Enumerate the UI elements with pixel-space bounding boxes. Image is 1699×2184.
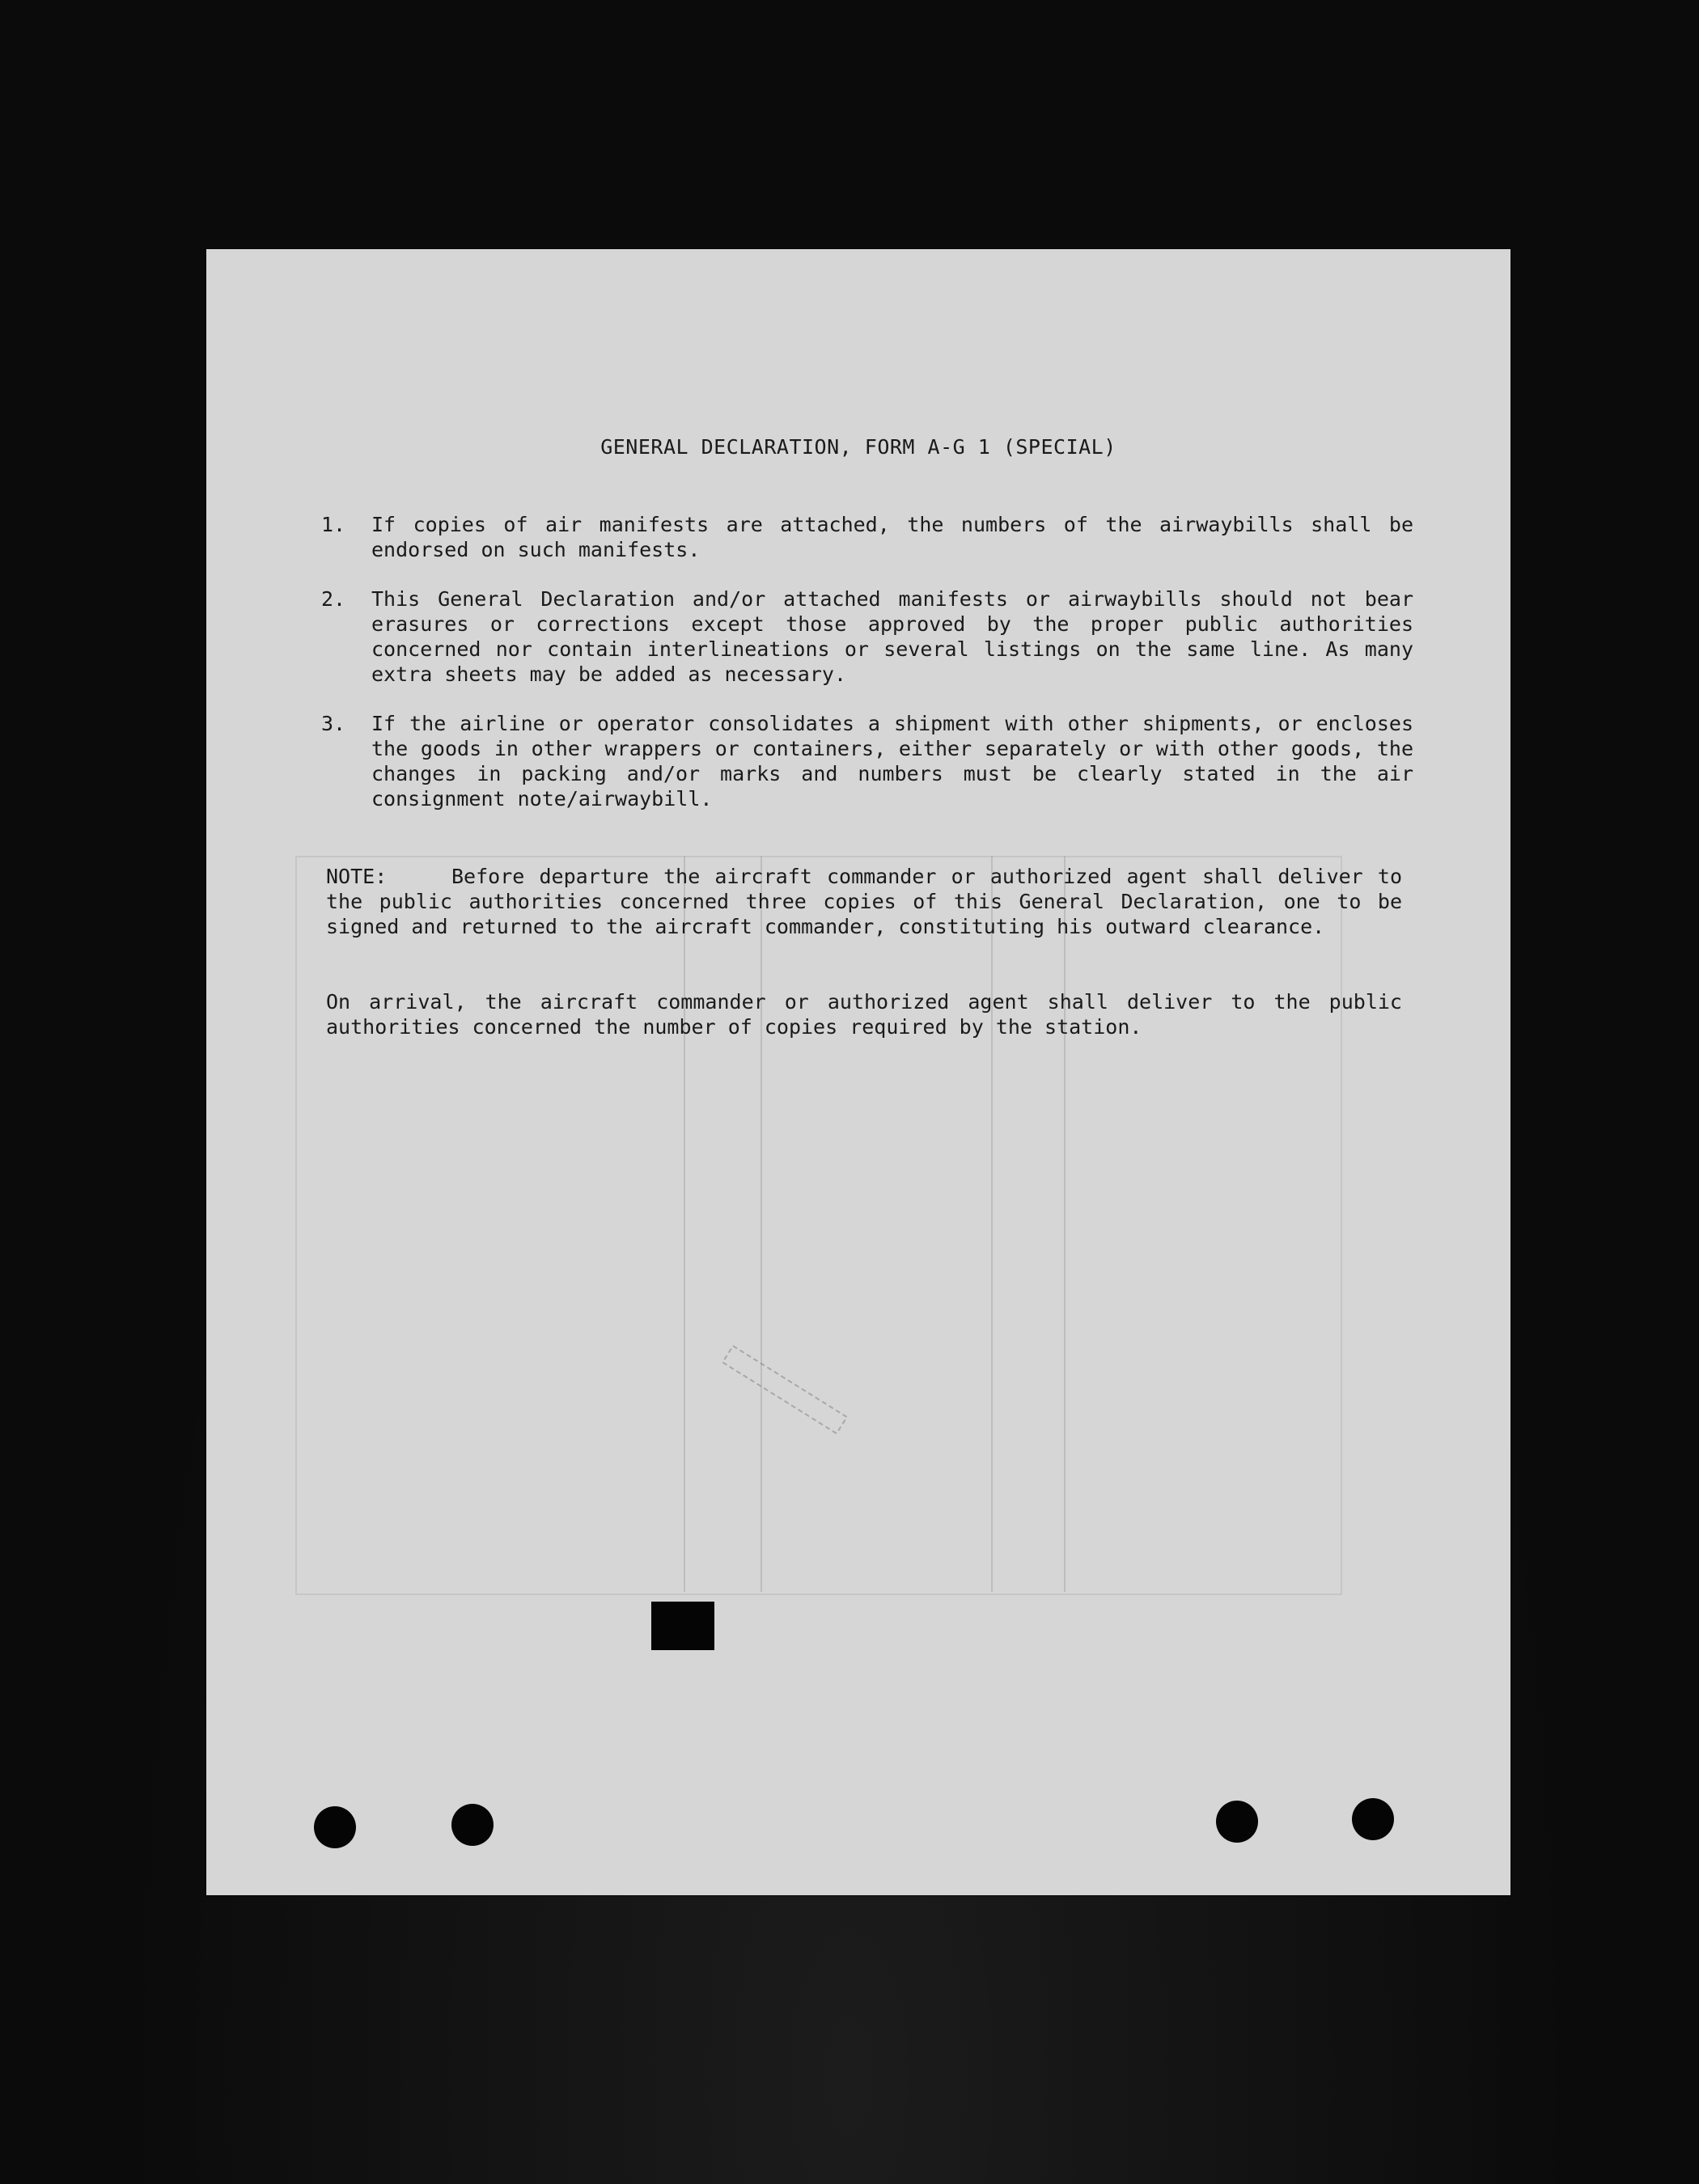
instruction-text: If the airline or operator consolidates a shipment with other shipments, or encloses the goods in other wrappers or containers, either separately or with other goods, the changes in packing and/or marks and numbers must be clearly stated in the air consignment note/airwaybill. — [371, 712, 1413, 811]
arrival-paragraph: On arrival, the aircraft commander or authorized agent shall deliver to the public authorities concerned the number of copies required by the station. — [326, 990, 1402, 1039]
note-paragraph — [326, 864, 1402, 939]
instruction-item — [321, 586, 1413, 687]
binding-tab — [651, 1602, 714, 1650]
note-text: Before departure the aircraft commander or authorized agent shall deliver to the public authorities concerned three copies of this General Declaration, one to be signed and returned to the aircraft commander, constituting his outward clearance. — [326, 865, 1402, 938]
bleed-through-line — [761, 856, 762, 1592]
instruction-number: 2. — [321, 587, 346, 611]
bleed-through-box — [295, 856, 1342, 1595]
punch-hole — [1352, 1798, 1394, 1840]
instruction-item — [321, 711, 1413, 811]
instruction-text: If copies of air manifests are attached, the numbers of the airwaybills shall be endorsed on such manifests. — [371, 513, 1413, 561]
document-page — [206, 249, 1510, 1895]
bleed-through-line — [991, 856, 993, 1592]
instruction-item — [321, 512, 1413, 562]
bleed-through-line — [684, 856, 685, 1592]
note-label: NOTE: — [326, 865, 388, 888]
punch-hole — [314, 1806, 356, 1848]
instruction-number: 3. — [321, 712, 346, 735]
document-title: GENERAL DECLARATION, FORM A-G 1 (SPECIAL) — [600, 435, 1116, 459]
faded-stamp-mark — [718, 1340, 851, 1440]
instruction-text: This General Declaration and/or attached manifests or airwaybills should not bear erasures or corrections except those approved by the proper public authorities concerned nor contain interlineations or several listings on the same line. As many extra sheets may be added as necessary. — [371, 587, 1413, 686]
punch-hole — [1216, 1801, 1258, 1843]
bleed-through-line — [1064, 856, 1066, 1592]
punch-hole — [451, 1804, 494, 1846]
instruction-list — [321, 512, 1413, 836]
instruction-number: 1. — [321, 513, 346, 536]
